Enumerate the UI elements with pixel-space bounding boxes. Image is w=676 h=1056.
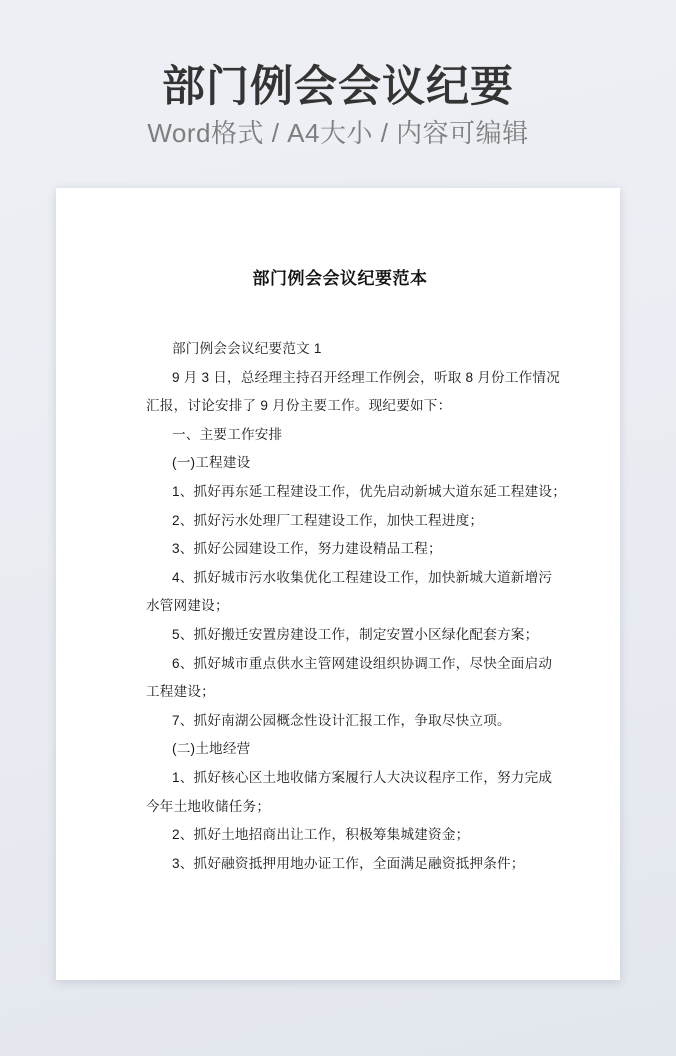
document-line: 3、抓好融资抵押用地办证工作，全面满足融资抵押条件； [172, 855, 525, 871]
document-line: 1、抓好核心区土地收储方案履行人大决议程序工作，努力完成 [172, 769, 553, 785]
document-line: 部门例会会议纪要范文 1 [172, 341, 322, 356]
banner-subtitle: Word格式 / A4大小 / 内容可编辑 [147, 118, 529, 149]
banner-title: 部门例会会议纪要 [162, 63, 514, 111]
document-line: 2、抓好污水处理厂工程建设工作，加快工程进度； [172, 512, 484, 528]
document-line: 今年土地收储任务； [146, 798, 271, 814]
document-line: (一)工程建设 [172, 455, 251, 471]
document-line: 4、抓好城市污水收集优化工程建设工作，加快新城大道新增污 [172, 569, 553, 585]
document-preview-page [56, 188, 620, 980]
document-line: 3、抓好公园建设工作，努力建设精品工程； [172, 541, 442, 557]
document-line: 6、抓好城市重点供水主管网建设组织协调工作，尽快全面启动 [172, 655, 553, 671]
document-line: 1、抓好再东延工程建设工作，优先启动新城大道东延工程建设； [172, 483, 566, 499]
document-line: 7、抓好南湖公园概念性设计汇报工作，争取尽快立项。 [172, 712, 511, 728]
document-line: 水管网建设； [146, 598, 229, 614]
document-line: 一、主要工作安排 [172, 426, 283, 442]
document-line: 5、抓好搬迁安置房建设工作，制定安置小区绿化配套方案； [172, 626, 539, 642]
document-body [146, 335, 566, 878]
document-line: 工程建设； [146, 684, 215, 700]
document-line: 汇报，讨论安排了 9 月份主要工作。现纪要如下： [146, 398, 452, 414]
document-title: 部门例会会议纪要范本 [252, 269, 428, 288]
banner [0, 0, 676, 148]
document-line: 9 月 3 日，总经理主持召开经理工作例会，听取 8 月份工作情况 [172, 369, 561, 385]
document-line: (二)土地经营 [172, 741, 251, 757]
document-line: 2、抓好土地招商出让工作，积极筹集城建资金； [172, 827, 470, 843]
